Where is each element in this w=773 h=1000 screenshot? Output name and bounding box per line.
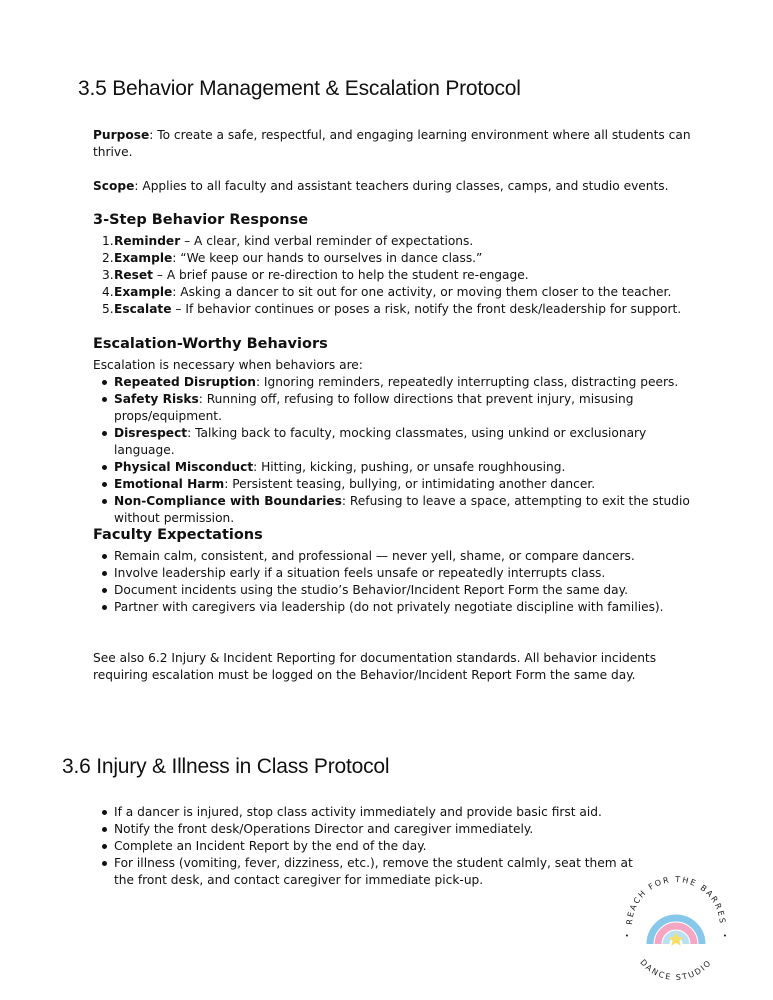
list-item: Emotional Harm: Persistent teasing, bullying, or intimidating another dancer.	[93, 476, 703, 493]
purpose-paragraph	[93, 127, 703, 161]
list-item: Remain calm, consistent, and professional — never yell, shame, or compare dancers.	[93, 548, 703, 565]
faculty-block	[93, 548, 703, 616]
logo-text-top: REACH FOR THE BARRES	[624, 874, 728, 926]
steps-heading: 3-Step Behavior Response	[93, 212, 309, 228]
escalation-intro: Escalation is necessary when behaviors are:	[93, 358, 363, 372]
logo-text-bottom: DANCE STUDIO	[638, 957, 714, 983]
logo-separator-left: •	[624, 932, 630, 940]
escalation-block	[93, 357, 703, 527]
list-item: Complete an Incident Report by the end of the day.	[93, 838, 653, 855]
faculty-list	[93, 548, 703, 616]
list-item: Involve leadership early if a situation feels unsafe or repeatedly interrupts class.	[93, 565, 703, 582]
injury-list	[93, 804, 653, 889]
list-item: If a dancer is injured, stop class activity immediately and provide basic first aid.	[93, 804, 653, 821]
studio-logo	[618, 868, 734, 984]
list-item: 3. Reset – A brief pause or re-direction to help the student re-engage.	[102, 268, 529, 282]
list-item: 2. Example: “We keep our hands to ourselves in dance class.”	[102, 251, 483, 265]
scope-text: : Applies to all faculty and assistant teachers during classes, camps, and studio events.	[134, 179, 669, 193]
list-item: 5. Escalate – If behavior continues or poses a risk, notify the front desk/leadership for support.	[102, 302, 682, 316]
faculty-heading: Faculty Expectations	[93, 527, 263, 543]
escalation-list	[93, 374, 703, 527]
list-item: Notify the front desk/Operations Director and caregiver immediately.	[93, 821, 653, 838]
purpose-text: : To create a safe, respectful, and engaging learning environment where all students can thrive.	[93, 128, 691, 159]
see-also-paragraph: See also 6.2 Injury & Incident Reporting for documentation standards. All behavior incidents requiring escalation must be logged on the Behavior/Incident Report Form the same day.	[93, 651, 657, 682]
purpose-label: Purpose	[93, 128, 150, 142]
steps-list-container	[93, 233, 703, 318]
list-item: For illness (vomiting, fever, dizziness, etc.), remove the student calmly, seat them at the front desk, and contact caregiver for immediate pick-up.	[93, 855, 653, 889]
list-item: 1. Reminder – A clear, kind verbal reminder of expectations.	[102, 234, 474, 248]
steps-list	[93, 233, 703, 318]
list-item: Safety Risks: Running off, refusing to follow directions that prevent injury, misusing props/equipment.	[93, 391, 703, 425]
scope-paragraph	[93, 178, 703, 195]
list-item: 4. Example: Asking a dancer to sit out for one activity, or moving them closer to the teacher.	[102, 285, 672, 299]
list-item: Disrespect: Talking back to faculty, mocking classmates, using unkind or exclusionary language.	[93, 425, 703, 459]
logo-separator-right: •	[722, 932, 728, 940]
list-item: Repeated Disruption: Ignoring reminders, repeatedly interrupting class, distracting peers.	[93, 374, 703, 391]
escalation-heading: Escalation-Worthy Behaviors	[93, 336, 328, 352]
list-item: Partner with caregivers via leadership (do not privately negotiate discipline with families).	[93, 599, 703, 616]
list-item: Non-Compliance with Boundaries: Refusing to leave a space, attempting to exit the studio without permission.	[93, 493, 703, 527]
list-item: Physical Misconduct: Hitting, kicking, pushing, or unsafe roughhousing.	[93, 459, 703, 476]
scope-label: Scope	[93, 179, 135, 193]
section-3-5-title: 3.5 Behavior Management & Escalation Protocol	[78, 77, 521, 100]
injury-block	[93, 804, 653, 889]
list-item: Document incidents using the studio’s Behavior/Incident Report Form the same day.	[93, 582, 703, 599]
section-3-6-title: 3.6 Injury & Illness in Class Protocol	[62, 755, 390, 778]
